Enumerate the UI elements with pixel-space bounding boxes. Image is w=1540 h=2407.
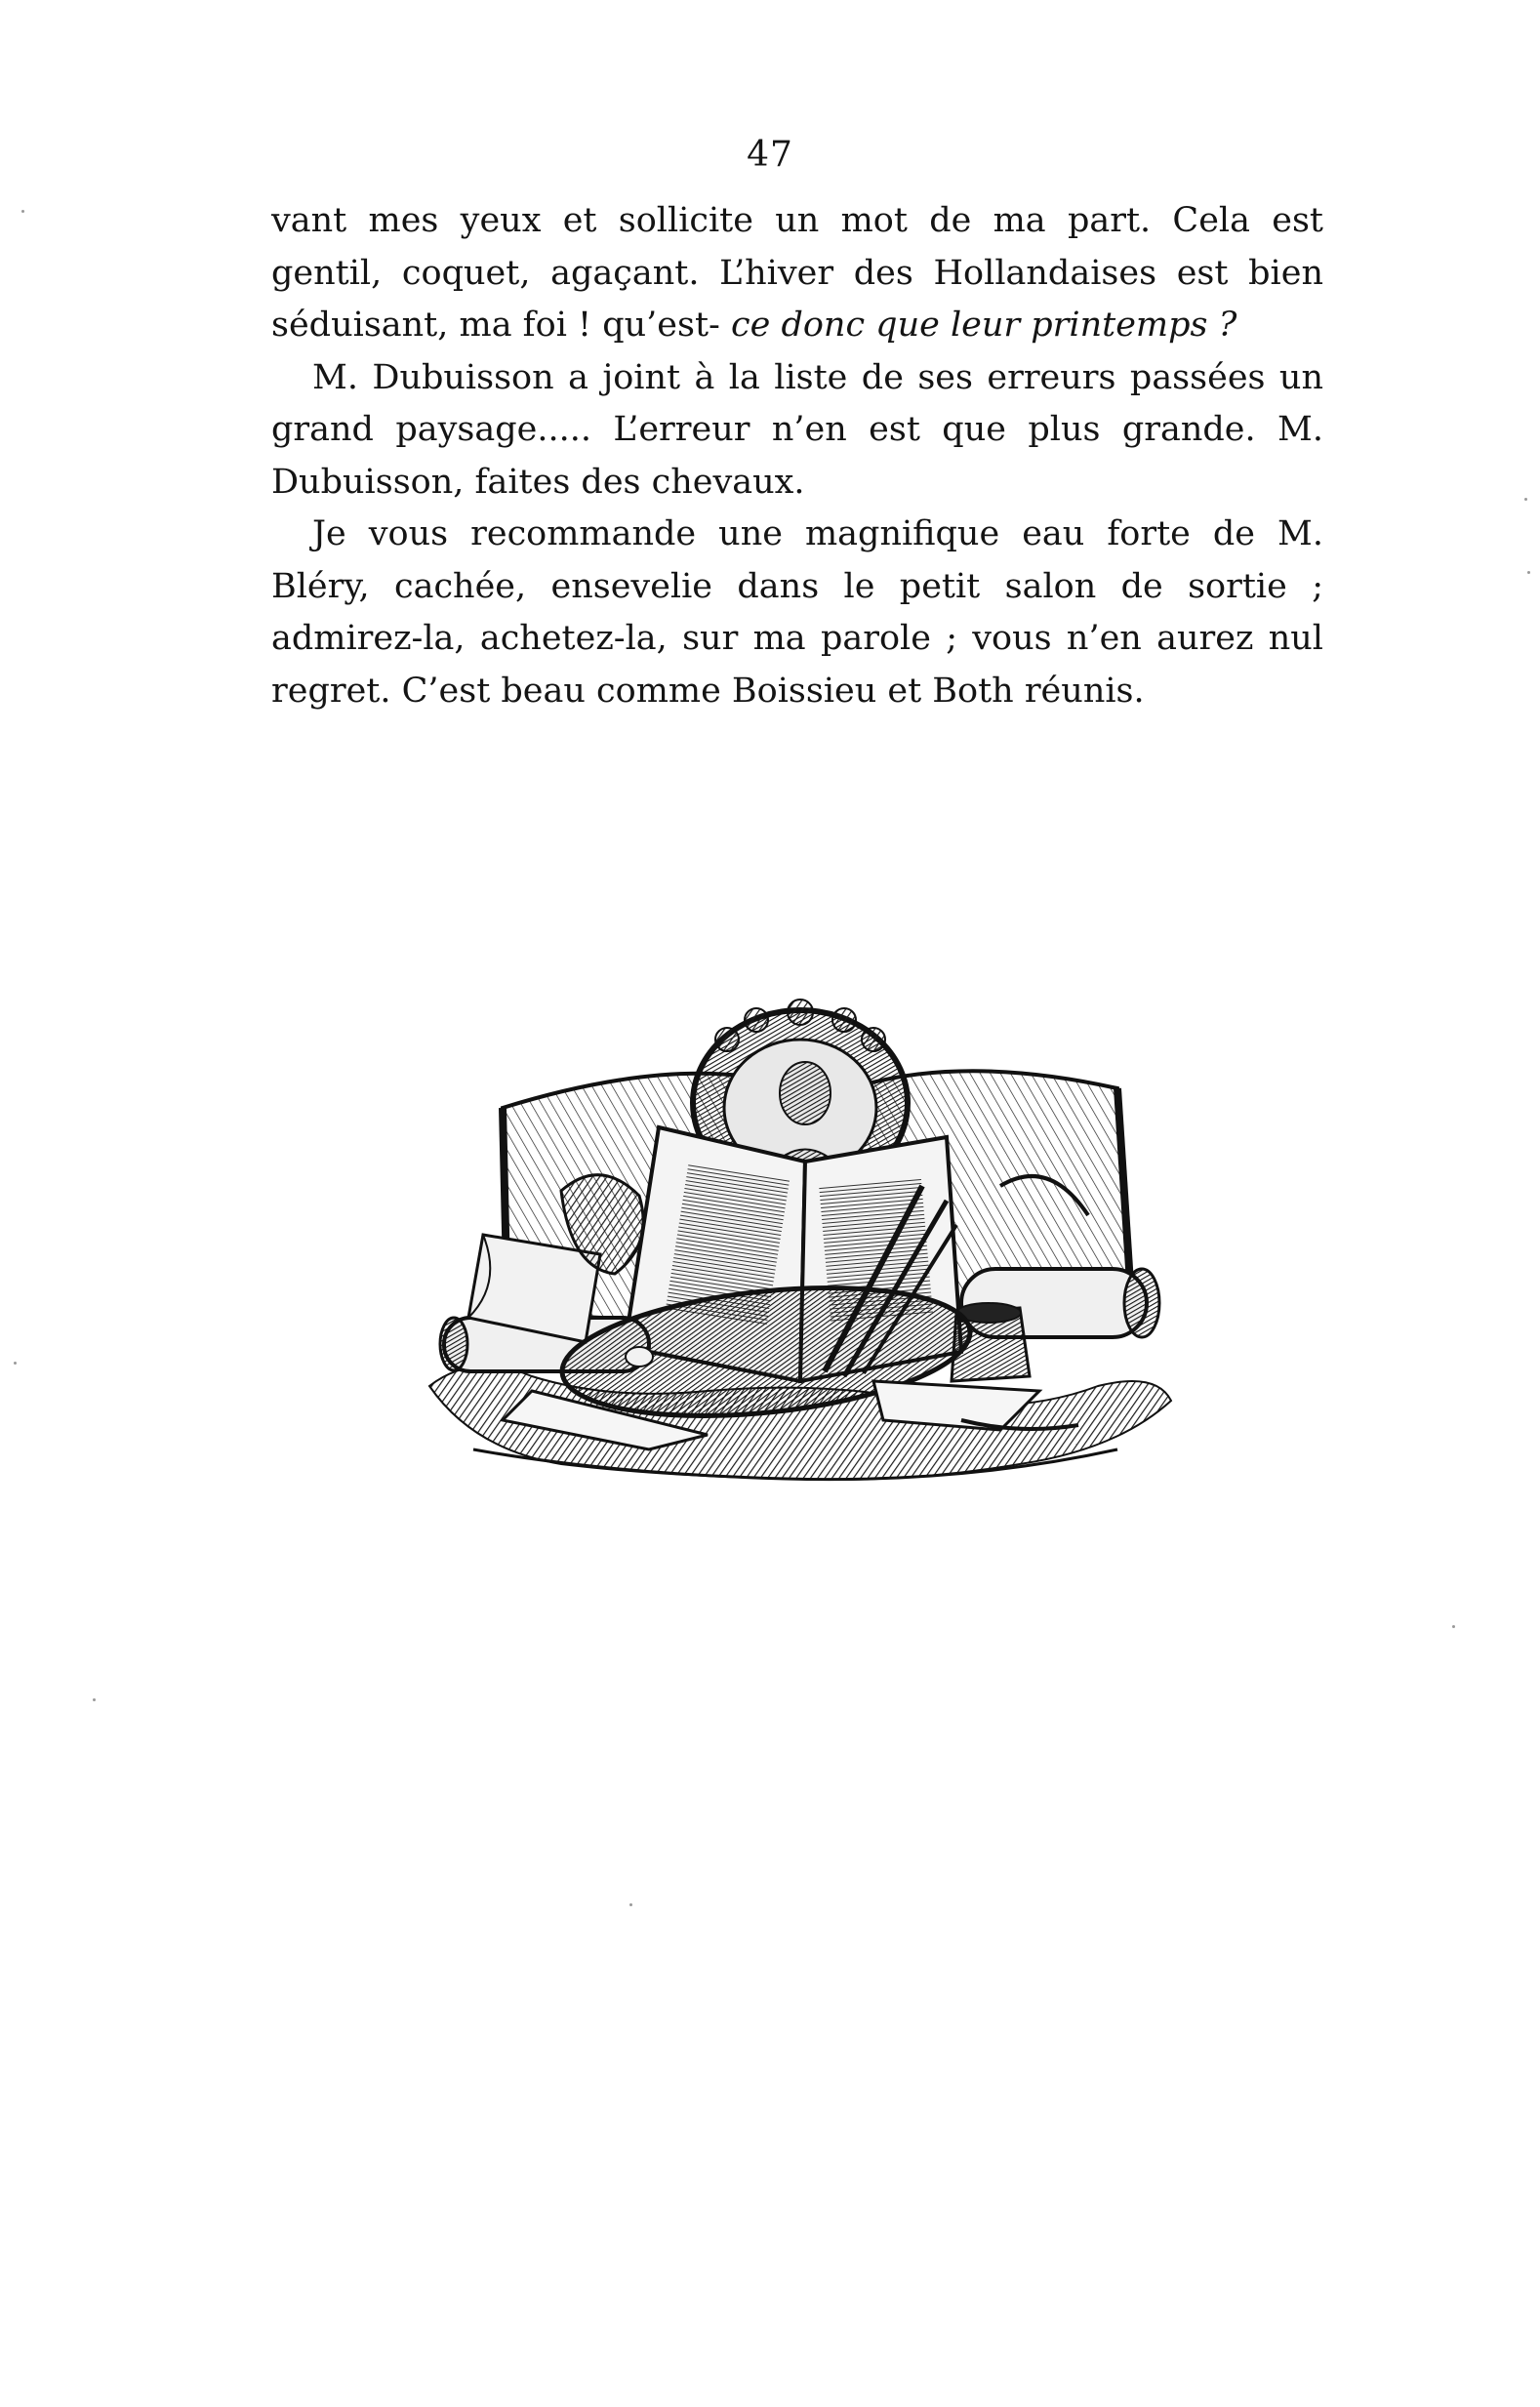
- paragraph-1-line-2: agaçant. L’hiver des Hollandaises est bien séduisant, ma foi ! qu’est-: [271, 253, 1323, 345]
- still-life-engraving-icon: [415, 991, 1176, 1493]
- paper-speck: [93, 1698, 96, 1701]
- paper-speck: [14, 1362, 17, 1365]
- page-number: 47: [747, 135, 793, 175]
- paper-speck: [1527, 571, 1530, 574]
- paper-speck: [21, 210, 24, 213]
- paragraph-1-line-1: vant mes yeux et sollicite un mot de ma part. Cela est gentil, coquet,: [271, 201, 1323, 293]
- body-text: [271, 195, 1323, 717]
- paragraph-2: M. Dubuisson a joint à la liste de ses erreurs passées un grand paysage..... L’erreur n’en est que plus grande. M. Dubuisson, faites des chevaux.: [271, 357, 1323, 502]
- paper-speck: [1452, 1625, 1455, 1628]
- paper-speck: [1524, 498, 1527, 501]
- paper-speck: [629, 1903, 632, 1906]
- paragraph-1: [271, 195, 1323, 352]
- paragraph-1-italic-tail: ce donc que leur printemps ?: [731, 306, 1237, 345]
- paragraph-3: Je vous recommande une magnifique eau forte de M. Bléry, cachée, ensevelie dans le petit salon de sortie ; admirez-la, achetez-la, sur ma parole ; vous n’en aurez nul regret. C’est beau comme Boissieu et Both réunis.: [271, 514, 1323, 711]
